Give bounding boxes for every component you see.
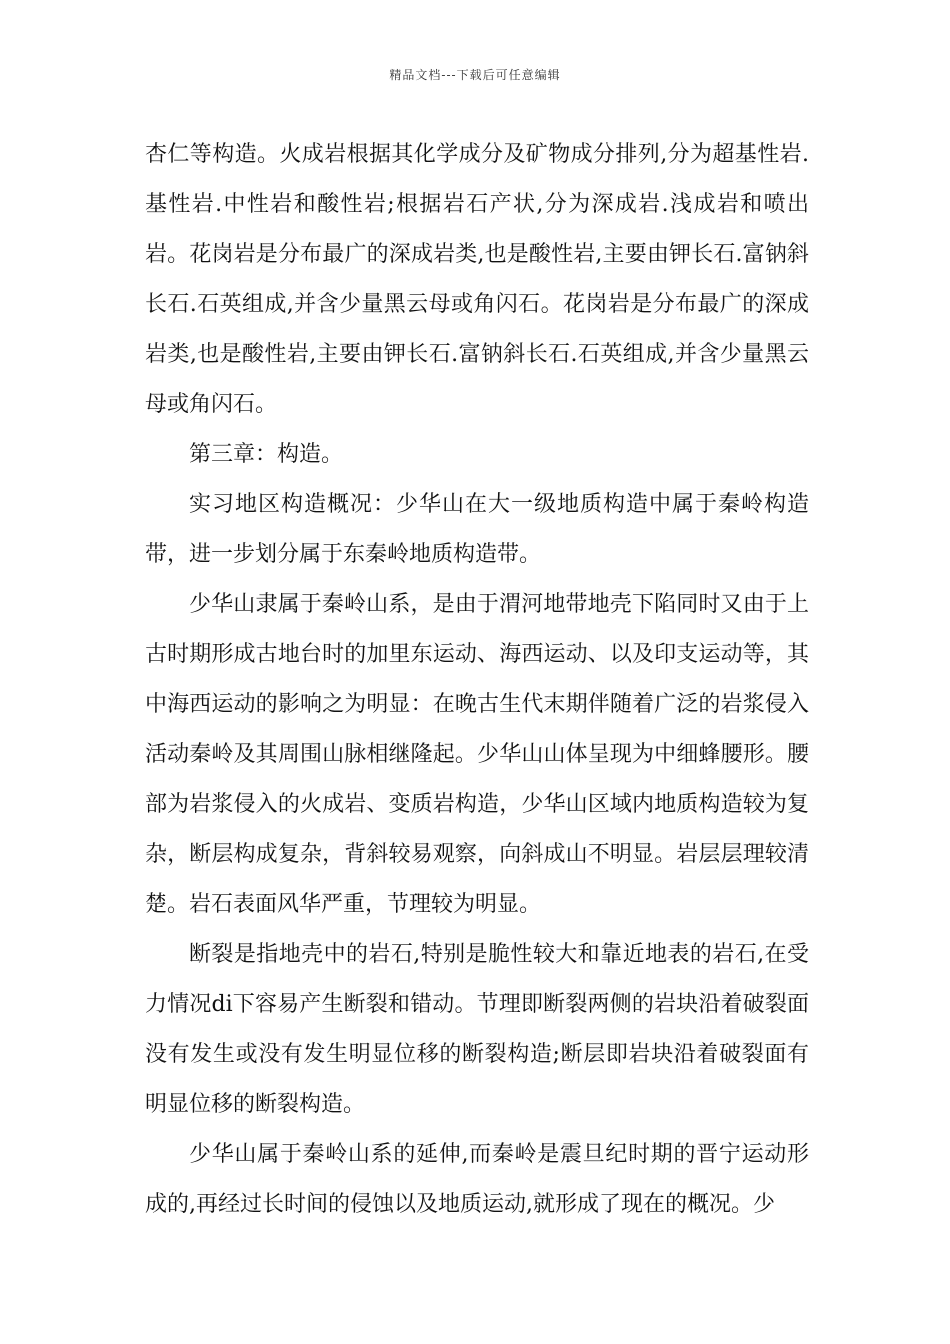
paragraph-3: 实习地区构造概况：少华山在大一级地质构造中属于秦岭构造带，进一步划分属于东秦岭地质构造带。 [145, 492, 809, 567]
paragraph-4: 少华山隶属于秦岭山系，是由于渭河地带地壳下陷同时又由于上古时期形成古地台时的加里东运动、海西运动、以及印支运动等，其中海西运动的影响之为明显：在晚古生代末期伴随着广泛的岩浆侵入活动秦岭及其周围山脉相继隆起。少华山山体呈现为中细蜂腰形。腰部为岩浆侵入的火成岩、变质岩构造，少华山区域内地质构造较为复杂，断层构成复杂，背斜较易观察，向斜成山不明显。岩层层理较清楚。岩石表面风华严重，节理较为明显。 [145, 592, 809, 917]
document-body [145, 130, 809, 1230]
chapter-heading: 第三章：构造。 [189, 442, 344, 467]
paragraph-5: 断裂是指地壳中的岩石,特别是脆性较大和靠近地表的岩石,在受力情况di下容易产生断裂和错动。节理即断裂两侧的岩块沿着破裂面没有发生或没有发生明显位移的断裂构造;断层即岩块沿着破裂面有明显位移的断裂构造。 [145, 942, 809, 1117]
paragraph-1: 杏仁等构造。火成岩根据其化学成分及矿物成分排列,分为超基性岩. 基性岩.中性岩和酸性岩;根据岩石产状,分为深成岩.浅成岩和喷出岩。花岗岩是分布最广的深成岩类,也是酸性岩,主要由钾长石.富钠斜长石.石英组成,并含少量黑云母或角闪石。花岗岩是分布最广的深成岩类,也是酸性岩,主要由钾长石.富钠斜长石.石英组成,并含少量黑云母或角闪石。 [145, 142, 809, 417]
page-header: 精品文档---下载后可任意编辑 [389, 68, 561, 82]
paragraph-6: 少华山属于秦岭山系的延伸,而秦岭是震旦纪时期的晋宁运动形成的,再经过长时间的侵蚀以及地质运动,就形成了现在的概况。少 [145, 1142, 809, 1217]
